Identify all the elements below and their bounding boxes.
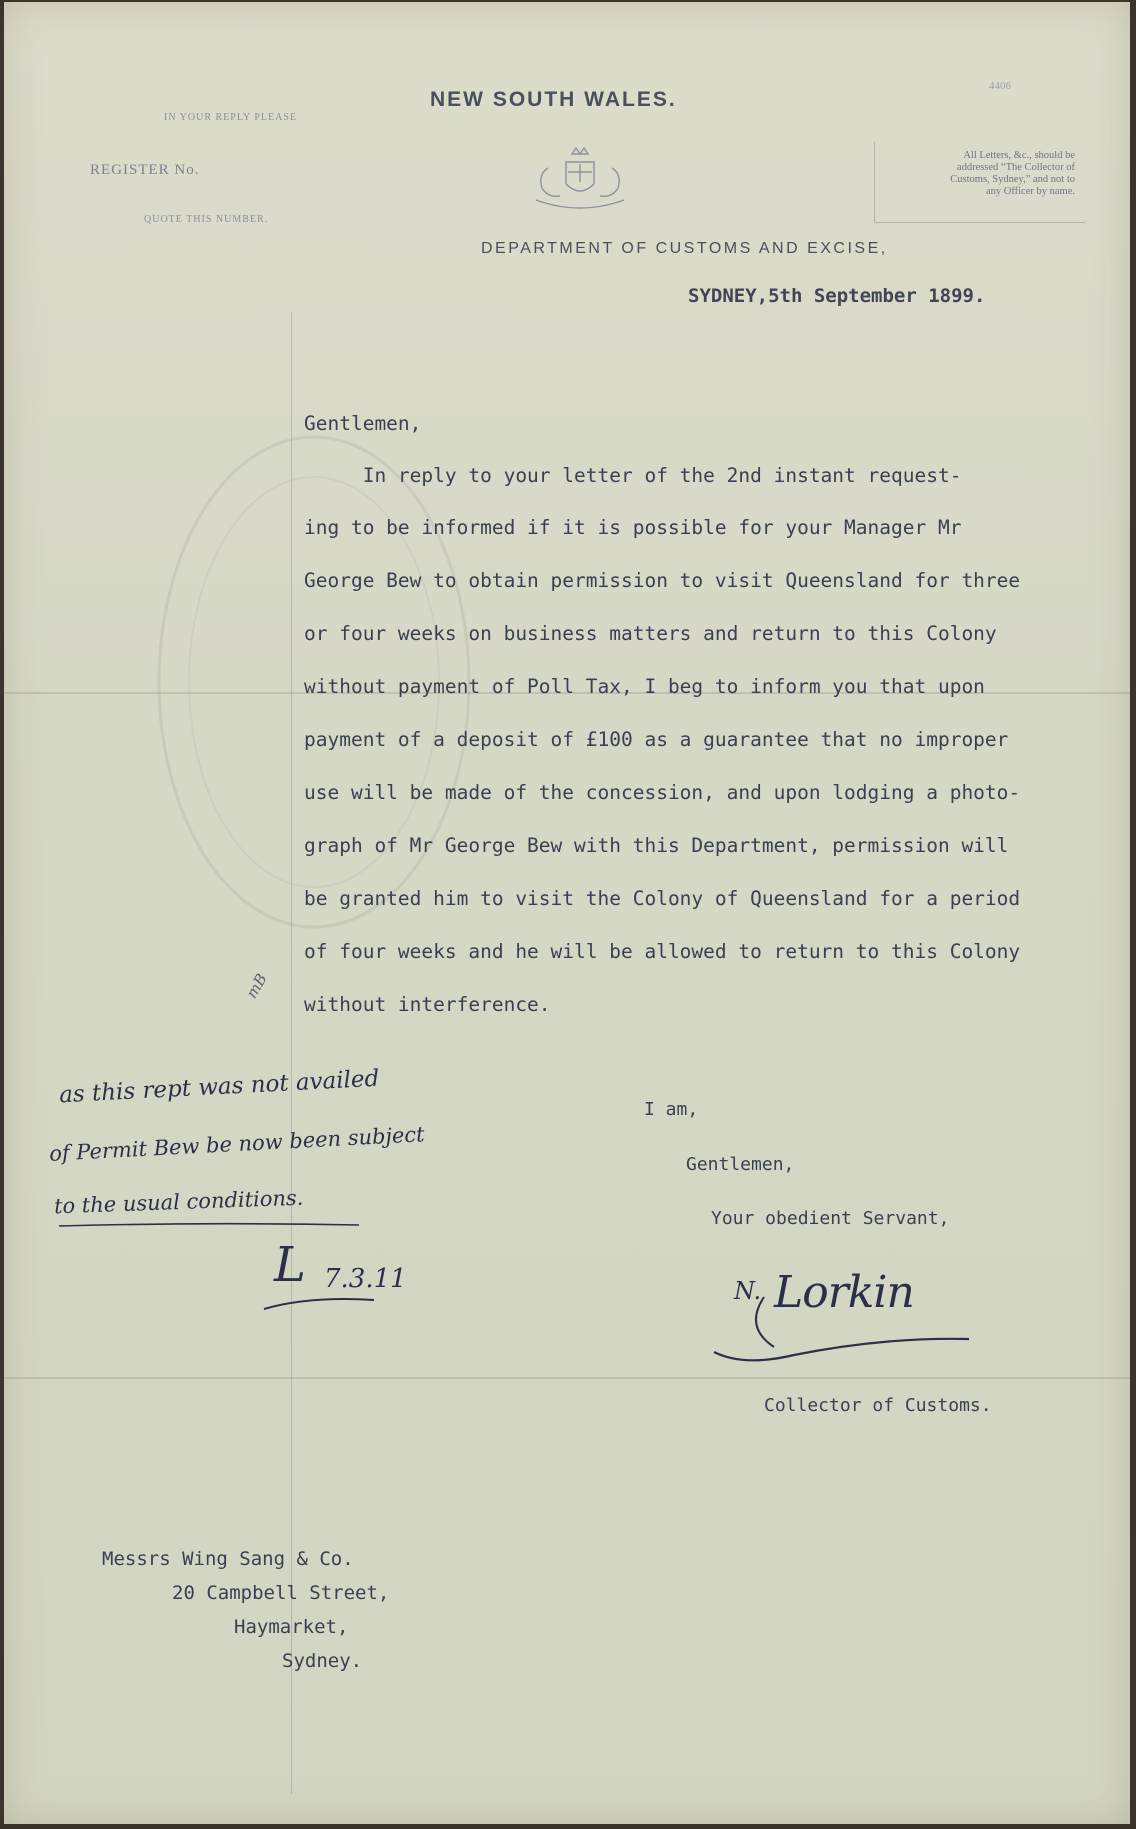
body-line: ing to be informed if it is possible for your Manager Mr bbox=[304, 516, 962, 539]
body-line: without payment of Poll Tax, I beg to inform you that upon bbox=[304, 675, 985, 698]
signature-name: Lorkin bbox=[774, 1267, 914, 1318]
note-initials: L bbox=[274, 1237, 306, 1293]
margin-initials: mB bbox=[242, 970, 271, 1002]
body-line: use will be made of the concession, and upon lodging a photo- bbox=[304, 781, 1021, 804]
register-number-label: REGISTER No. bbox=[90, 162, 200, 178]
notice-line: any Officer by name. bbox=[985, 186, 1075, 197]
department-heading: DEPARTMENT OF CUSTOMS AND EXCISE, bbox=[481, 240, 888, 257]
notice-line: addressed “The Collector of bbox=[956, 162, 1075, 173]
handwritten-note-line: to the usual conditions. bbox=[53, 1185, 304, 1219]
closing-line: I am, bbox=[644, 1099, 699, 1120]
reply-instruction: IN YOUR REPLY PLEASE bbox=[164, 112, 297, 123]
body-line: of four weeks and he will be allowed to return to this Colony bbox=[304, 940, 1021, 963]
signature bbox=[704, 1257, 974, 1367]
signature-flourish bbox=[704, 1257, 974, 1367]
body-line: payment of a deposit of £100 as a guarantee that no improper bbox=[304, 728, 1009, 751]
notice-line: Customs, Sydney,” and not to bbox=[950, 174, 1075, 185]
addressee-line: Haymarket, bbox=[234, 1616, 349, 1638]
closing-line: Gentlemen, bbox=[686, 1154, 795, 1175]
letter-date: SYDNEY,5th September 1899. bbox=[688, 285, 986, 307]
letter-page bbox=[4, 2, 1130, 1824]
signatory-title: Collector of Customs. bbox=[764, 1395, 992, 1416]
body-line: without interference. bbox=[304, 993, 551, 1016]
notice-line: All Letters, &c., should be bbox=[963, 150, 1075, 161]
reference-number: 4406 bbox=[989, 80, 1011, 92]
addressee-line: 20 Campbell Street, bbox=[172, 1582, 390, 1604]
signature-initial: N. bbox=[734, 1277, 762, 1305]
body-line: In reply to your letter of the 2nd instant request- bbox=[304, 464, 962, 487]
salutation: Gentlemen, bbox=[304, 412, 422, 435]
quote-instruction: QUOTE THIS NUMBER. bbox=[144, 214, 269, 225]
handwritten-note-line: as this rept was not availed bbox=[58, 1065, 380, 1109]
addressee-line: Messrs Wing Sang & Co. bbox=[102, 1548, 354, 1570]
body-line: be granted him to visit the Colony of Queensland for a period bbox=[304, 887, 1021, 910]
body-line: graph of Mr George Bew with this Department, permission will bbox=[304, 834, 1009, 857]
addressee-line: Sydney. bbox=[282, 1650, 363, 1672]
body-line: George Bew to obtain permission to visit Queensland for three bbox=[304, 569, 1021, 592]
note-date: 7.3.11 bbox=[324, 1264, 407, 1294]
colony-heading: NEW SOUTH WALES. bbox=[430, 88, 677, 111]
note-strike-line bbox=[54, 1220, 364, 1232]
notice-box bbox=[874, 142, 1085, 223]
coat-of-arms-icon bbox=[526, 144, 634, 214]
fold-line bbox=[4, 1377, 1130, 1379]
closing-line: Your obedient Servant, bbox=[711, 1208, 950, 1229]
note-underline bbox=[259, 1294, 379, 1314]
body-line: or four weeks on business matters and return to this Colony bbox=[304, 622, 997, 645]
handwritten-note-line: of Permit Bew be now been subject bbox=[48, 1122, 426, 1166]
